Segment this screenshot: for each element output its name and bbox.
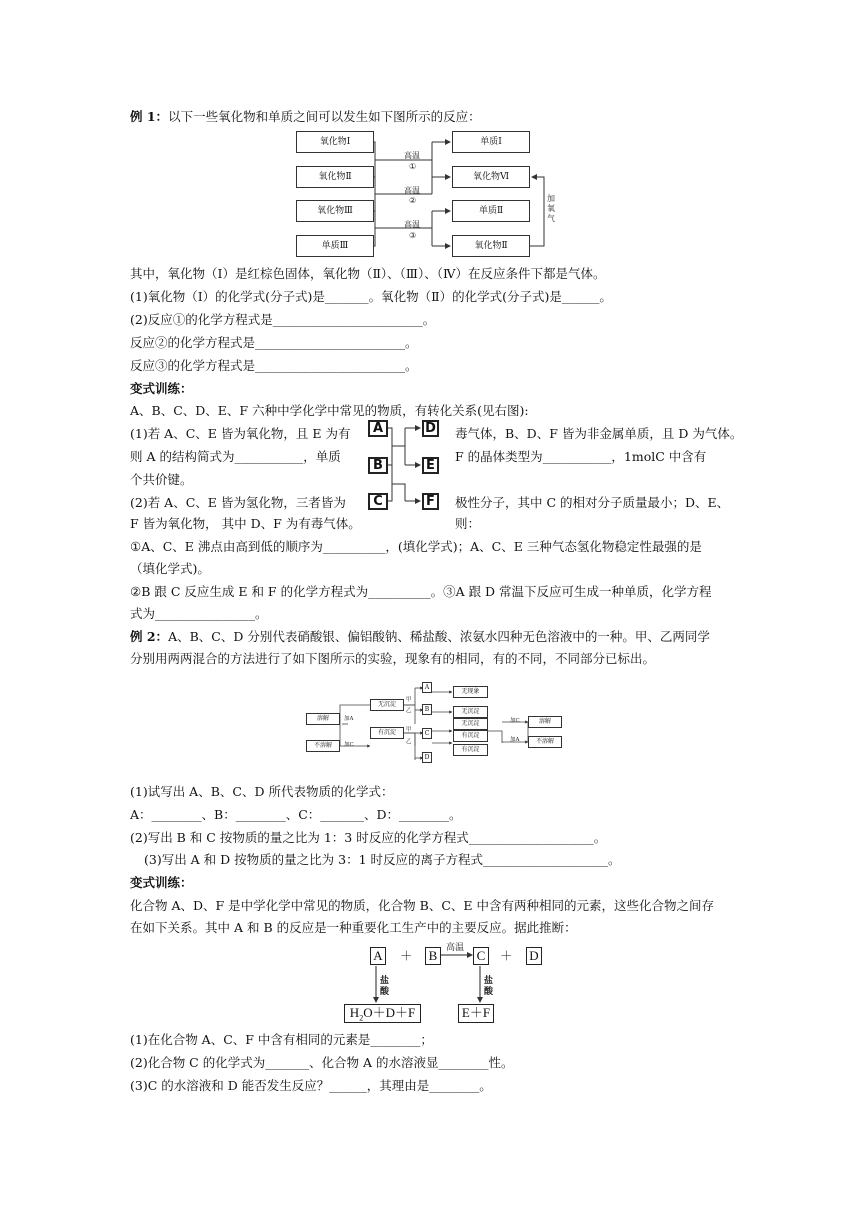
variant1-p1-left-3: 个共价键。	[130, 472, 193, 487]
node-B: B	[368, 457, 388, 474]
right-box-3: 单质Ⅱ	[452, 200, 530, 222]
products-left	[344, 1004, 421, 1023]
right-insoluble: 不溶解	[528, 736, 562, 748]
left-insoluble: 不溶解	[306, 740, 340, 752]
result-4: 有沉淀	[453, 730, 488, 742]
variant2-heading: 变式训练：	[130, 875, 193, 890]
products-left-h: H	[349, 1005, 360, 1020]
variant1-p1-left-2: 则 A 的结构简式为___________，单质	[130, 449, 341, 464]
example1-q2: (2)反应①的化学方程式是________________________。	[130, 312, 436, 327]
example1-heading: 例 1：	[130, 109, 169, 124]
side-label-3: 气	[547, 214, 555, 223]
right-label-addC: 加C	[510, 718, 520, 724]
right-box-2: 氧化物Ⅵ	[452, 166, 530, 188]
reagent-C: C	[422, 728, 432, 739]
acid-label-2a: 盐	[484, 976, 494, 986]
node-A: A	[368, 420, 388, 437]
example2-intro1: A、B、C、D 分别代表硝酸银、偏铝酸钠、稀盐酸、浓氨水四种无色溶液中的一种。甲、乙两同学	[168, 629, 710, 644]
variant1-p2-left-1: (2)若 A、C、E 皆为氢化物，三者皆为	[130, 495, 346, 510]
example1-q2c: 反应③的化学方程式是________________________。	[130, 358, 418, 373]
right-box-1: 单质Ⅰ	[452, 131, 530, 153]
variant1-s1: ①A、C、E 沸点由高到低的顺序为__________，(填化学式)；A、C、E 三种气态氢化物稳定性最强的是	[130, 539, 702, 554]
label-yi-2: 乙	[406, 739, 412, 745]
left-box-1: 氧化物Ⅰ	[296, 131, 374, 153]
label-jia-1: 甲	[406, 697, 412, 703]
products-left-rest: O＋D＋F	[363, 1005, 416, 1020]
reagent-A: A	[422, 682, 432, 693]
variant1-p2-left-2: F 皆为氧化物， 其中 D、F 为有毒气体。	[130, 516, 361, 531]
example2-q2: (2)写出 B 和 C 按物质的量之比为 1：3 时反应的化学方程式____________________。	[130, 830, 607, 845]
compound-A: A	[370, 947, 386, 965]
condition-1-num: ①	[409, 162, 417, 171]
variant1-p1-right-2: F 的晶体类型为___________，1molC 中含有	[455, 449, 707, 464]
compound-C: C	[473, 947, 489, 965]
example2-q1: (1)试写出 A、B、C、D 所代表物质的化学式：	[130, 784, 394, 799]
right-label-addA: 加A	[510, 737, 520, 743]
example2-q1b: A：________、B：________、C：_______、D：________。	[130, 807, 462, 822]
variant2-q1: (1)在化合物 A、C、F 中含有相同的元素是________；	[130, 1032, 433, 1047]
high-temp-label: 高温	[446, 943, 465, 953]
variant1-s2b: 式为________________。	[130, 606, 268, 621]
variant1-p1-right-1: 毒气体，B、D、F 皆为非金属单质，且 D 为气体。	[455, 426, 743, 441]
example1-intro: 以下一些氧化物和单质之间可以发生如下图所示的反应：	[168, 109, 481, 124]
node-C: C	[368, 493, 388, 510]
left-box-3: 氧化物Ⅲ	[296, 200, 374, 222]
mid-precip: 有沉淀	[370, 727, 404, 739]
example2-intro2: 分别用两两混合的方法进行了如下图所示的实验，现象有的相同，有的不同，不同部分已标出。	[130, 651, 656, 666]
label-yi-1: 乙	[406, 708, 412, 714]
condition-2: 高温	[404, 186, 420, 195]
acid-label-1b: 酸	[380, 987, 390, 997]
left-box-4: 单质Ⅲ	[296, 235, 374, 257]
plus-2: ＋	[500, 948, 513, 963]
condition-1: 高温	[404, 151, 420, 160]
left-dissolve: 溶解	[306, 713, 340, 725]
variant1-intro: A、B、C、D、E、F 六种中学化学中常见的物质，有转化关系(见右图):	[130, 403, 529, 418]
products-right: E＋F	[458, 1004, 494, 1023]
result-3: 无沉淀	[453, 718, 488, 730]
side-label-2: 氧	[547, 204, 555, 213]
variant2-q2: (2)化合物 C 的化学式为_______、化合物 A 的水溶液显________性。	[130, 1055, 514, 1070]
condition-2-num: ②	[409, 196, 417, 205]
left-box-2: 氧化物Ⅱ	[296, 166, 374, 188]
result-2: 无沉淀	[453, 706, 488, 718]
compound-B: B	[425, 947, 441, 965]
variant1-p2-right-1: 极性分子，其中 C 的相对分子质量最小；D、E、	[455, 495, 730, 510]
right-dissolve: 溶解	[528, 716, 562, 728]
variant1-p1-left-1: (1)若 A、C、E 皆为氧化物，且 E 为有	[130, 426, 351, 441]
variant1-p2-right-2: 则：	[455, 516, 481, 531]
example1-note: 其中，氧化物（Ⅰ）是红棕色固体，氧化物（Ⅱ）、（Ⅲ）、（Ⅳ）在反应条件下都是气体。	[130, 266, 606, 281]
example2-heading: 例 2：	[130, 629, 169, 644]
label-jia-2: 甲	[406, 727, 412, 733]
example2-q3: (3)写出 A 和 D 按物质的量之比为 3：1 时反应的离子方程式____________________。	[144, 852, 621, 867]
left-label-addC: 加C	[344, 742, 354, 748]
example1-q1: (1)氧化物（Ⅰ）的化学式(分子式)是_______。氧化物（Ⅱ）的化学式(分子式)是______。	[130, 289, 612, 304]
acid-label-1a: 盐	[380, 976, 390, 986]
variant2-intro2: 在如下关系。其中 A 和 B 的反应是一种重要化工生产中的主要反应。据此推断：	[130, 920, 577, 935]
acid-label-2b: 酸	[484, 987, 494, 997]
variant2-arrows	[130, 0, 743, 1030]
node-E: E	[422, 457, 439, 474]
reagent-D: D	[422, 752, 432, 763]
compound-D: D	[526, 947, 542, 965]
condition-3: 高温	[404, 220, 420, 229]
variant1-s1b: （填化学式)。	[130, 561, 210, 576]
result-1: 无现象	[453, 686, 488, 698]
variant2-intro1: 化合物 A、D、F 是中学化学中常见的物质，化合物 B、C、E 中含有两种相同的元素，这些化合物之间存	[130, 898, 714, 913]
side-label-1: 加	[547, 194, 555, 203]
example1-q2b: 反应②的化学方程式是________________________。	[130, 335, 418, 350]
variant1-s2: ②B 跟 C 反应生成 E 和 F 的化学方程式为__________。③A 跟 D 常温下反应可生成一种单质，化学方程	[130, 584, 712, 599]
mid-no-precip: 无沉淀	[370, 699, 404, 711]
products-left-sub: 2	[359, 1013, 364, 1023]
condition-3-num: ③	[409, 231, 417, 240]
node-F: F	[422, 493, 439, 510]
variant2-q3: (3)C 的水溶液和 D 能否发生反应？______，其理由是________。	[130, 1078, 492, 1093]
left-label-addA: 加A	[344, 716, 354, 722]
plus-1: ＋	[400, 948, 413, 963]
node-D: D	[422, 420, 439, 437]
variant1-heading: 变式训练：	[130, 381, 193, 396]
right-box-4: 氧化物Ⅱ	[452, 235, 530, 257]
result-5: 有沉淀	[453, 744, 488, 756]
reagent-B: B	[422, 704, 432, 715]
